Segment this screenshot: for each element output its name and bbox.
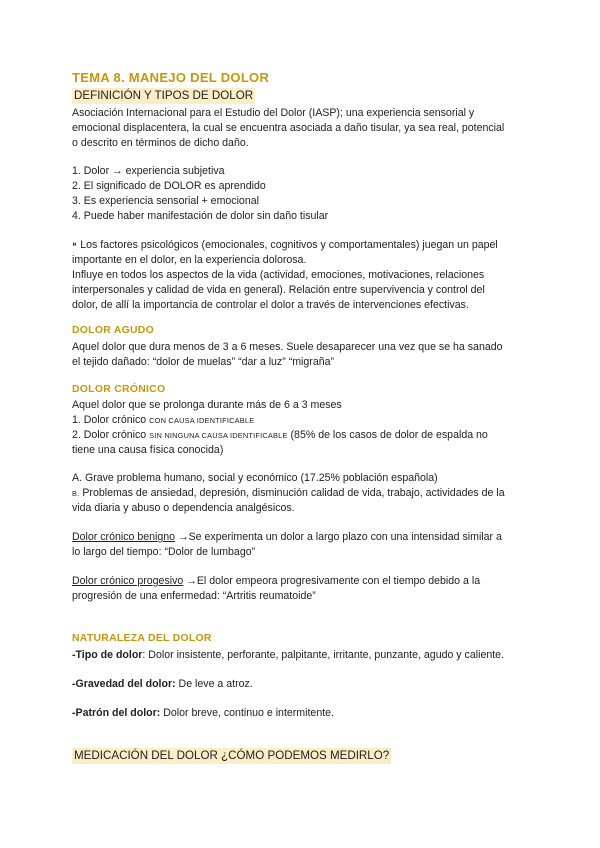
section-heading-agudo: DOLOR AGUDO xyxy=(72,325,154,336)
item-caps: CON CAUSA IDENTIFICABLE xyxy=(149,416,255,425)
cronico-item-2 xyxy=(72,428,532,443)
definition-line: Asociación Internacional para el Estudio del Dolor (IASP); una experiencia sensorial y xyxy=(72,107,475,119)
item-caps: SIN NINGUNA CAUSA IDENTIFICABLE xyxy=(149,431,288,440)
benigno-line xyxy=(72,530,532,545)
consequence-b-cont: vida diaria y abuso o dependencia analgésicos. xyxy=(72,502,295,514)
benigno-text: →Se experimenta un dolor a largo plazo con una intensidad similar a xyxy=(178,531,502,543)
tipo-row xyxy=(72,648,532,663)
definition-line: o descrito en términos de dicho daño. xyxy=(72,137,249,149)
factors-line: Influye en todos los aspectos de la vida (actividad, emociones, motivaciones, relaciones xyxy=(72,269,485,281)
definition-line: emocional displacentera, la cual se encuentra asociada a daño tisular, ya sea real, potencial xyxy=(72,122,505,134)
cronico-item-1 xyxy=(72,413,532,428)
progresivo-line xyxy=(72,574,532,589)
cronico-intro: Aquel dolor que se prolonga durante más de 6 a 3 meses xyxy=(72,399,342,411)
progresivo-text: →El dolor empeora progresivamente con el tiempo debido a la xyxy=(186,575,481,587)
progresivo-cont: progresión de una enfermedad: “Artritis reumatoide” xyxy=(72,590,316,602)
item-prefix: 2. Dolor crónico xyxy=(72,429,147,441)
consequences-paragraph xyxy=(72,471,532,516)
point-item: 1. Dolor → experiencia subjetiva xyxy=(72,165,225,177)
page-title: TEMA 8. MANEJO DEL DOLOR xyxy=(72,70,270,85)
tipo-label: -Tipo de dolor xyxy=(72,649,143,661)
patron-line xyxy=(72,706,532,721)
point-item: 2. El significado de DOLOR es aprendido xyxy=(72,180,266,192)
factors-paragraph xyxy=(72,238,532,313)
section-heading-naturaleza: NATURALEZA DEL DOLOR xyxy=(72,633,212,644)
cronico-item-2-cont: tiene una causa física conocida) xyxy=(72,444,224,456)
benigno-paragraph xyxy=(72,530,532,560)
benigno-label: Dolor crónico benigno xyxy=(72,531,176,543)
factors-line: dolor, de allí la importancia de controlar el dolor a través de intervenciones efectivas. xyxy=(72,299,469,311)
progresivo-label: Dolor crónico progesivo xyxy=(72,575,184,587)
consequence-b xyxy=(72,486,532,501)
gravedad-text: De leve a atroz. xyxy=(175,678,253,690)
gravedad-row xyxy=(72,677,532,692)
agudo-line: el tejido dañado: “dolor de muelas” “dar a luz” “migraña” xyxy=(72,356,335,368)
b-label: B. xyxy=(72,489,80,498)
section-heading-definicion: DEFINICIÓN Y TIPOS DE DOLOR xyxy=(74,89,254,102)
agudo-paragraph xyxy=(72,340,532,370)
definition-paragraph xyxy=(72,106,532,151)
factors-line: ⁍ Los factores psicológicos (emocionales, cognitivos y comportamentales) juegan un papel xyxy=(72,239,498,251)
tipo-line xyxy=(72,648,532,663)
points-list xyxy=(72,164,532,224)
agudo-line: Aquel dolor que dura menos de 3 a 6 meses. Suele desaparecer una vez que se ha sanado xyxy=(72,341,503,353)
cronico-list xyxy=(72,398,532,458)
benigno-cont: lo largo del tiempo: “Dolor de lumbago” xyxy=(72,546,256,558)
point-item: 4. Puede haber manifestación de dolor sin daño tisular xyxy=(72,210,329,222)
section-heading-medicacion: MEDICACIÓN DEL DOLOR ¿CÓMO PODEMOS MEDIRLO? xyxy=(74,749,390,762)
patron-label: -Patrón del dolor: xyxy=(72,707,161,719)
item-prefix: 1. Dolor crónico xyxy=(72,414,147,426)
consequence-a: A. Grave problema humano, social y económico (17.25% población española) xyxy=(72,472,438,484)
factors-line: interpersonales y calidad de vida en general). Relación entre supervivencia y control del xyxy=(72,284,485,296)
item-suffix: (85% de los casos de dolor de espalda no xyxy=(290,429,488,441)
factors-line: importante en el dolor, en la experiencia dolorosa. xyxy=(72,254,307,266)
section-heading-cronico: DOLOR CRÓNICO xyxy=(72,384,166,395)
gravedad-label: -Gravedad del dolor: xyxy=(72,678,176,690)
point-item: 3. Es experiencia sensorial + emocional xyxy=(72,195,259,207)
gravedad-line xyxy=(72,677,532,692)
b-text: Problemas de ansiedad, depresión, disminución calidad de vida, trabajo, actividades de la xyxy=(82,487,505,499)
progresivo-paragraph xyxy=(72,574,532,604)
tipo-text: : Dolor insistente, perforante, palpitante, irritante, punzante, agudo y caliente. xyxy=(142,649,505,661)
patron-text: Dolor breve, continuo e intermitente. xyxy=(160,707,334,719)
patron-row xyxy=(72,706,532,721)
